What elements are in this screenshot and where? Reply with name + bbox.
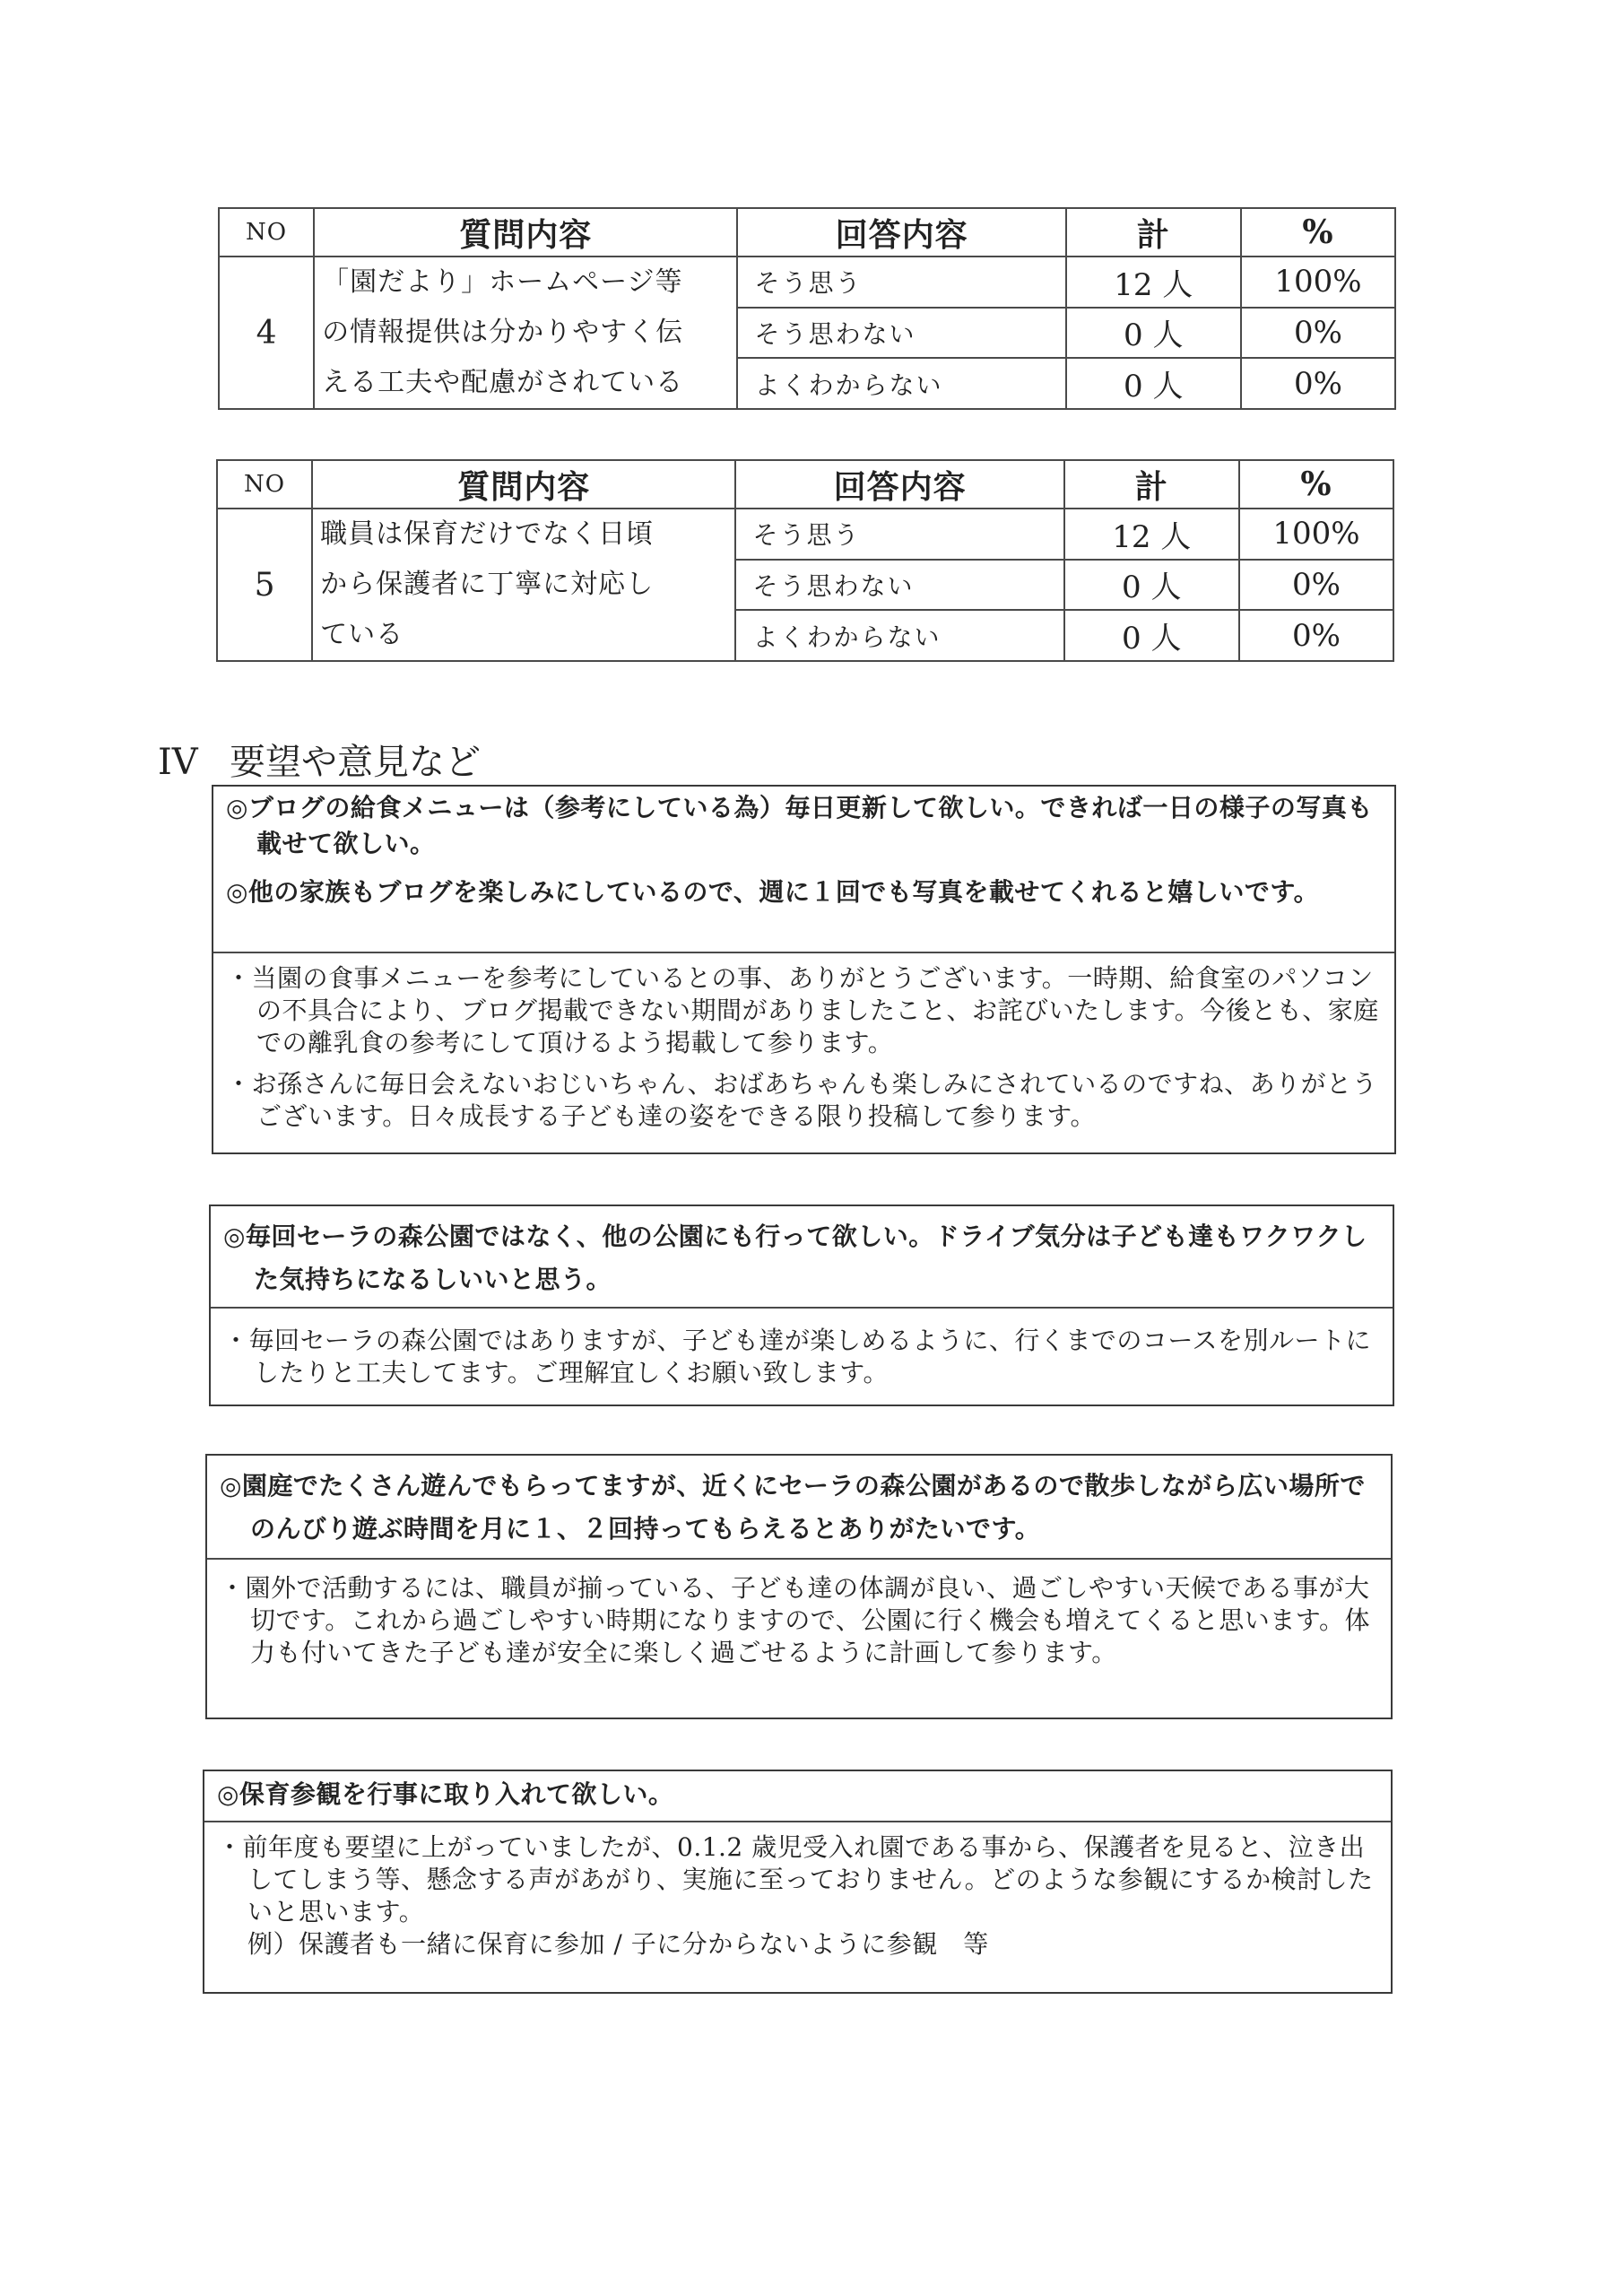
feedback-box <box>203 1770 1393 1994</box>
request-text: ◎ブログの給食メニューは（参考にしている為）毎日更新して欲しい。できれば一日の様子の写真も載せて欲しい。 <box>226 793 1373 858</box>
survey-table-q4 <box>218 207 1396 410</box>
question-line: ている <box>320 619 404 650</box>
section-number: IV <box>158 742 198 783</box>
feedback-box <box>212 785 1396 1154</box>
header-no: NO <box>217 460 312 509</box>
feedback-box <box>209 1205 1394 1406</box>
feedback-box <box>205 1454 1393 1719</box>
feedback-request <box>204 1771 1391 1822</box>
response-example: 例）保護者も一緒に保育に参加 / 子に分からないように参観 等 <box>247 1929 989 1959</box>
request-text: ◎他の家族もブログを楽しみにしているので、週に１回でも写真を載せてくれると嬉しいです。 <box>226 877 1320 907</box>
header-no: NO <box>219 208 314 257</box>
answer-percent: 0% <box>1241 358 1395 409</box>
answer-option: そう思わない <box>737 308 1065 359</box>
response-text: ・当園の食事メニューを参考にしているとの事、ありがとうございます。一時期、給食室のパソコンの不具合により、ブログ掲載できない期間がありましたこと、お詫びいたします。今後とも、家庭での離乳食の参考にして頂けるよう掲載して参ります。 <box>226 963 1379 1057</box>
feedback-response <box>207 1560 1391 1676</box>
survey-table-q5 <box>216 459 1394 662</box>
header-percent: % <box>1241 208 1395 257</box>
feedback-response <box>213 953 1394 1140</box>
request-text: ◎保育参観を行事に取り入れて欲しい。 <box>217 1779 674 1809</box>
feedback-request <box>207 1456 1391 1560</box>
question-text <box>312 509 735 661</box>
table-header-row <box>217 460 1393 509</box>
feedback-request <box>211 1206 1393 1309</box>
question-line: える工夫や配慮がされている <box>322 367 684 398</box>
feedback-request <box>213 787 1394 953</box>
answer-percent: 100% <box>1239 509 1393 560</box>
table-row <box>217 509 1393 560</box>
answer-option: よくわからない <box>735 610 1063 661</box>
response-text: ・毎回セーラの森公園ではありますが、子ども達が楽しめるように、行くまでのコースを別ルートにしたりと工夫してます。ご理解宜しくお願い致します。 <box>223 1326 1371 1387</box>
answer-percent: 100% <box>1241 257 1395 308</box>
table-row <box>219 257 1395 308</box>
header-answer: 回答内容 <box>735 460 1063 509</box>
answer-count: 0 人 <box>1066 358 1241 409</box>
response-text: ・前年度も要望に上がっていましたが、0.1.2 歳児受入れ園である事から、保護者を見ると、泣き出してしまう等、懸念する声があがり、実施に至っておりません。どのような参観にするか検討したいと思います。 <box>217 1832 1374 1926</box>
question-line: 職員は保育だけでなく日頃 <box>320 518 655 550</box>
answer-option: よくわからない <box>737 358 1065 409</box>
question-number: 5 <box>217 509 312 661</box>
header-question: 質問内容 <box>312 460 735 509</box>
answer-count: 12 人 <box>1066 257 1241 308</box>
header-count: 計 <box>1066 208 1241 257</box>
answer-count: 12 人 <box>1064 509 1239 560</box>
table-header-row <box>219 208 1395 257</box>
request-text: ◎園庭でたくさん遊んでもらってますが、近くにセーラの森公園があるので散歩しながら広い場所でのんびり遊ぶ時間を月に１、２回持ってもらえるとありがたいです。 <box>220 1471 1366 1544</box>
answer-percent: 0% <box>1239 560 1393 611</box>
answer-option: そう思う <box>737 257 1065 308</box>
answer-percent: 0% <box>1241 308 1395 359</box>
feedback-response <box>211 1309 1393 1396</box>
answer-count: 0 人 <box>1064 560 1239 611</box>
answer-option: そう思う <box>735 509 1063 560</box>
response-text: ・園外で活動するには、職員が揃っている、子ども達の体調が良い、過ごしやすい天候である事が大切です。これから過ごしやすい時期になりますので、公園に行く機会も増えてくると思います。体力も付いてきた子ども達が安全に楽しく過ごせるように計画して参ります。 <box>220 1573 1370 1667</box>
header-question: 質問内容 <box>314 208 737 257</box>
question-line: の情報提供は分かりやすく伝 <box>322 317 684 348</box>
answer-count: 0 人 <box>1066 308 1241 359</box>
answer-percent: 0% <box>1239 610 1393 661</box>
answer-option: そう思わない <box>735 560 1063 611</box>
header-percent: % <box>1239 460 1393 509</box>
feedback-response <box>204 1822 1391 1968</box>
section-heading <box>158 734 481 785</box>
question-text <box>314 257 737 409</box>
header-count: 計 <box>1064 460 1239 509</box>
header-answer: 回答内容 <box>737 208 1065 257</box>
question-number: 4 <box>219 257 314 409</box>
request-text: ◎毎回セーラの森公園ではなく、他の公園にも行って欲しい。ドライブ気分は子ども達もワクワクした気持ちになるしいいと思う。 <box>223 1222 1367 1294</box>
response-text: ・お孫さんに毎日会えないおじいちゃん、おばあちゃんも楽しみにされているのですね、ありがとうございます。日々成長する子ども達の姿をできる限り投稿して参ります。 <box>226 1069 1378 1131</box>
question-line: から保護者に丁寧に対応し <box>320 569 655 600</box>
section-title: 要望や意見など <box>230 742 481 783</box>
question-line: 「園だより」ホームページ等 <box>322 266 683 298</box>
answer-count: 0 人 <box>1064 610 1239 661</box>
